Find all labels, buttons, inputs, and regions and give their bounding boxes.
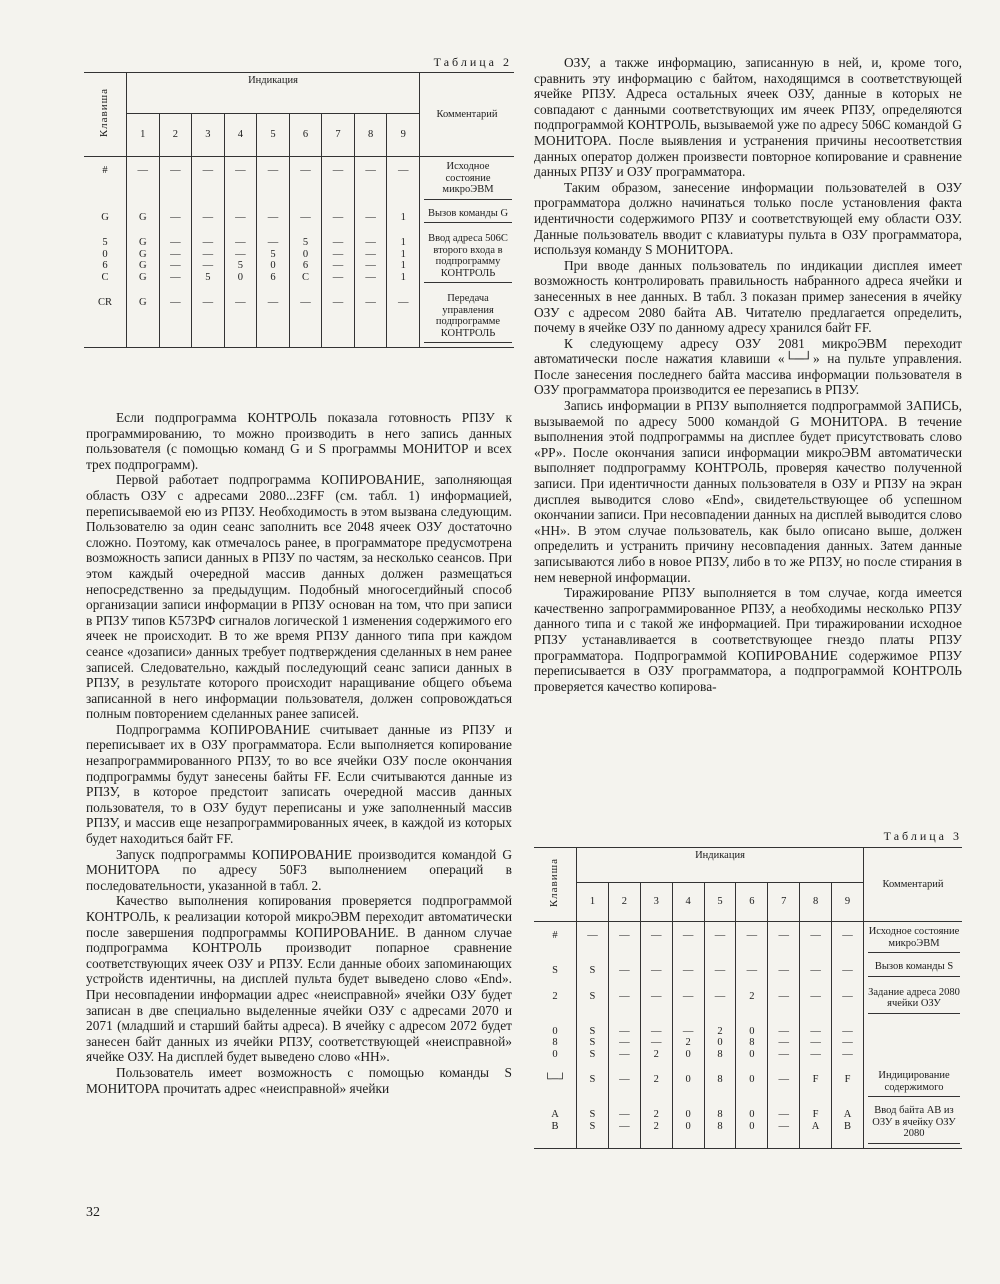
table-cell-value: — [170, 248, 181, 260]
table-cell-value: — [365, 165, 376, 176]
column-number: 9 [387, 114, 420, 157]
table-cell-value: — [842, 965, 853, 976]
table-cell-value: 0 [749, 1120, 755, 1132]
table-cell-value: — [842, 1037, 853, 1048]
left-paragraph: Пользователь имеет возможность с помощью команды S МОНИТОРА прочитать адрес «неисправной» ячейки [86, 1064, 512, 1096]
table-cell-value: — [810, 965, 821, 976]
table-cell-value: — [682, 1025, 694, 1037]
right-paragraph: К следующему адресу ОЗУ 2081 микроЭВМ переходит автоматически после нажатия клавиши «└─┘» на пульте управления. После занесения последнего байта массива информации пользователя в ОЗУ программатора производится ее перезапись в РПЗУ. [534, 335, 962, 398]
table-cell-value: — [365, 260, 376, 271]
table-cell-value: 1 [400, 211, 406, 223]
table-cell-value: — [619, 1037, 630, 1048]
right-paragraph: Таким образом, занесение информации пользователей в ОЗУ программатора должно начинаться только после установления факта идентичности содержимого РПЗУ и соответствующей ему области ОЗУ. Данные пользователь вводит с клавиатуры пульта в ОЗУ программатора, используя команду S МОНИТОРА. [534, 179, 962, 258]
table-cell-value: — [332, 271, 344, 283]
table-cell-value: 0 [685, 1048, 691, 1060]
table-cell-value: 0 [749, 1025, 755, 1037]
table-cell-value: A [843, 1109, 852, 1120]
table-cell-value: — [202, 297, 214, 308]
table-cell-value: — [332, 297, 344, 308]
left-paragraph: Подпрограмма КОПИРОВАНИЕ считывает данные из РПЗУ и переписывает их в ОЗУ программатора. Если выполняется копирование незапрограммированного РПЗУ, то во все ячейки ОЗУ после окончания подпрограммы будут занесены байты FF. Если считываются данные из РПЗУ, в которое предстоит записать очередной массив данных пользователя, то в ОЗУ будут переписаны и уже заполненный массив РПЗУ, и массив еще незапрограммированных ячеек, в каждой из которых будет находиться байт FF. [86, 721, 512, 847]
table-cell-value: 0 [685, 1074, 691, 1085]
table-cell-value: 2 [749, 990, 755, 1002]
table-cell-value: — [267, 297, 279, 308]
table-cell-value: — [682, 990, 694, 1002]
table-cell-value: └─┘ [543, 1074, 567, 1085]
table-cell-value: — [332, 237, 344, 248]
table-cell-value: 0 [749, 1048, 755, 1060]
table-cell-value: — [619, 965, 630, 976]
table-cell-value: — [650, 930, 662, 941]
table-cell-value: — [170, 271, 181, 283]
table-cell-value: G [138, 260, 147, 271]
table-cell-value: 6 [270, 271, 276, 283]
table-cell-value: — [778, 1037, 789, 1048]
table-cell-value: 1 [400, 237, 406, 248]
table-cell-value: 1 [400, 248, 406, 260]
table-cell-value: — [202, 211, 214, 223]
table-cell-value: — [397, 297, 409, 308]
left-column-text [86, 410, 512, 1096]
table-cell-value: S [552, 965, 558, 976]
table-cell-value: F [812, 1074, 819, 1085]
table-cell-value: — [397, 165, 409, 176]
table-cell-value: — [810, 1048, 821, 1060]
table-cell-value: 8 [749, 1037, 755, 1048]
table2 [84, 72, 514, 348]
table2-caption: Таблица 2 [433, 55, 512, 69]
table-row [534, 922, 962, 958]
table-cell-value: S [589, 1025, 596, 1037]
column-number: 2 [608, 883, 640, 922]
table-cell-value: — [235, 248, 246, 260]
table-cell-value: — [267, 237, 279, 248]
table-cell-value: 0 [749, 1109, 755, 1120]
table-cell-value: — [842, 1025, 853, 1037]
table-cell-value: — [332, 211, 344, 223]
column-number: 1 [577, 883, 609, 922]
table-cell-value: — [332, 165, 344, 176]
table-cell-value: 5 [237, 260, 244, 271]
column-number: 9 [832, 883, 864, 922]
table-cell-value: — [650, 990, 662, 1002]
row-comment: Передача управления подпрограмме КОНТРОЛЬ [424, 293, 512, 343]
table-cell-value: — [170, 260, 181, 271]
column-number: 6 [736, 883, 768, 922]
table-cell-value: — [778, 1048, 789, 1060]
table-cell-value: S [589, 1048, 596, 1060]
table-cell-value: 0 [237, 271, 244, 283]
table-cell-value: B [843, 1120, 851, 1132]
table-row [534, 1066, 962, 1101]
row-comment [868, 1022, 960, 1025]
table-cell-value: — [365, 271, 376, 283]
comment-header: Комментарий [864, 848, 963, 922]
table-cell-value: CR [97, 297, 112, 308]
table-cell-value: 2 [653, 1109, 659, 1120]
table-cell-value: 8 [717, 1074, 723, 1085]
left-paragraph: Первой работает подпрограмма КОПИРОВАНИЕ, заполняющая область ОЗУ с адресами 2080...23FF (см. табл. 1) информацией, переписываемой ею из РПЗУ. Необходимость в этом вызвана следующим. Пользователю за один сеанс заполнить все 2048 ячеек ОЗУ достаточно сложно. Поэтому, как отмечалось ранее, в программаторе предусмотрена возможность записи данных в РПЗУ по частям, за несколько сеансов. При этом каждый очередной массив данных должен размещаться непосредственно за предыдущим. Подобный многосегдийный способ организации записи информации в РПЗУ основан на том, что при записи в РПЗУ типов К573РФ сигналов логической 1 изменения содержимого его ячеек не происходит. В то же время РПЗУ данного типа при каждом сеансе «дозаписи» данных требует подтверждения сделанных в нем ранее записей. Следовательно, каждый последующий сеанс записи данных в РПЗУ, в результате которого происходит наращивание общего объема записанной в него информации пользователя, должен сопровождаться полным повторением сделанных ранее записей. [86, 472, 512, 722]
indication-header: Индикация [577, 848, 864, 883]
table-cell-value: 8 [717, 1109, 723, 1120]
column-number: 5 [257, 114, 290, 157]
table-cell-value: 5 [205, 271, 211, 283]
table-cell-value: 6 [102, 260, 108, 271]
table-cell-value: — [619, 930, 630, 941]
table-cell-value: 0 [685, 1109, 691, 1120]
table-cell-value: 0 [302, 248, 309, 260]
table3-caption: Таблица 3 [883, 829, 962, 843]
table-cell-value: 2 [552, 990, 558, 1002]
column-number: 7 [768, 883, 800, 922]
row-comment: Исходное состояние микроЭВМ [424, 161, 512, 200]
column-number: 7 [322, 114, 355, 157]
table-cell-value: — [170, 237, 181, 248]
table-cell-value: C [302, 271, 310, 283]
table-cell-value: — [650, 1037, 662, 1048]
table-cell-value: 0 [102, 248, 108, 260]
row-comment: Вызов команды G [424, 208, 512, 224]
table-row [84, 229, 514, 289]
table-cell-value: — [365, 211, 376, 223]
table-cell-value: — [619, 990, 630, 1002]
table-cell-value: 1 [400, 260, 406, 271]
table-cell-value: — [778, 930, 789, 941]
table-cell-value: S [589, 990, 596, 1002]
row-comment: Ввод адреса 506С второго входа в подпрограмму КОНТРОЛЬ [424, 233, 512, 283]
table-cell-value: S [589, 965, 596, 976]
table-cell-value: S [589, 1120, 596, 1132]
key-header: Клавиша [98, 88, 111, 138]
table-cell-value: — [842, 930, 853, 941]
table-cell-value: — [746, 965, 758, 976]
table-cell-value: 2 [685, 1037, 691, 1048]
right-column-text [534, 55, 962, 694]
indication-header: Индикация [127, 73, 420, 114]
table-cell-value: F [844, 1074, 851, 1085]
right-paragraph: Запись информации в РПЗУ выполняется подпрограммой ЗАПИСЬ, вызываемой по адресу 5000 командой G МОНИТОРА. В течение выполнения этой подпрограммы на дисплее будет присутствовать слово «РР». После окончания записи информации микроЭВМ автоматически выполняет подпрограмму КОНТРОЛЬ, проверяя качество полученной записи. При идентичности данных пользователя в ОЗУ и РПЗУ на экран дисплея выводится слово «End», свидетельствующее об успешном окончании записи. При несовпадении данных на дисплей выводится слово «НН». В этом случае пользователь, как было описано выше, должен определить и устранить причину несовпадения данных. Затем данные записываются либо в новое РПЗУ, либо в то же РПЗУ, но после стирания в нем неверной информации. [534, 398, 962, 585]
table-cell-value: S [589, 1109, 596, 1120]
table-cell-value: G [101, 211, 109, 223]
table-cell-value: — [650, 1025, 662, 1037]
comment-header: Комментарий [420, 73, 515, 157]
table-row [84, 157, 514, 204]
table-cell-value: — [365, 237, 376, 248]
row-comment: Вызов команды S [868, 961, 960, 977]
table-cell-value: — [714, 990, 726, 1002]
table-cell-value: 0 [270, 260, 276, 271]
table-cell-value: — [842, 1048, 853, 1060]
table-cell-value: 8 [717, 1048, 723, 1060]
column-number: 6 [289, 114, 322, 157]
right-paragraph: При вводе данных пользователь по индикации дисплея имеет возможность контролировать правильность набранного адреса ячейки и занесенных в нее данных. В табл. 3 показан пример занесения в ячейку ОЗУ с адресом 2080 байта АВ. Читателю предлагается определить, почему в ячейке ОЗУ по данному адресу хранился байт FF. [534, 257, 962, 336]
row-comment: Исходное состояние микроЭВМ [868, 926, 960, 953]
table-cell-value: 5 [270, 248, 276, 260]
column-number: 1 [127, 114, 160, 157]
column-number: 5 [704, 883, 736, 922]
table-cell-value: — [778, 990, 789, 1002]
table-cell-value: — [332, 260, 344, 271]
row-comment: Ввод байта АВ из ОЗУ в ячейку ОЗУ 2080 [868, 1105, 960, 1144]
table-cell-value: — [235, 297, 246, 308]
table-cell-value: 0 [685, 1120, 691, 1132]
left-paragraph: Запуск подпрограммы КОПИРОВАНИЕ производится командой G МОНИТОРА по адресу 50F3 выполнением операций в последовательности, указанной в табл. 2. [86, 846, 512, 893]
column-number: 2 [159, 114, 192, 157]
table-cell-value: — [137, 165, 149, 176]
table-cell-value: 5 [102, 237, 108, 248]
table-cell-value: — [778, 1120, 789, 1132]
table-cell-value: 2 [653, 1048, 659, 1060]
table-cell-value: — [619, 1074, 630, 1085]
table-cell-value: 8 [717, 1120, 723, 1132]
row-comment: Индицирование содержимого [868, 1070, 960, 1097]
table-cell-value: — [810, 1037, 821, 1048]
table-cell-value: — [714, 930, 726, 941]
column-number: 8 [800, 883, 832, 922]
table-cell-value: — [235, 211, 246, 223]
table-row [84, 289, 514, 348]
table-cell-value: 1 [400, 271, 406, 283]
table-cell-value: — [778, 1109, 789, 1120]
table-cell-value: 2 [653, 1074, 659, 1085]
table-cell-value: — [714, 965, 726, 976]
table-cell-value: — [202, 237, 214, 248]
column-number: 4 [672, 883, 704, 922]
table-row [84, 204, 514, 230]
table-cell-value: — [587, 930, 598, 941]
table-cell-value: — [619, 1048, 630, 1060]
table-cell-value: — [170, 297, 181, 308]
table-cell-value: — [202, 260, 214, 271]
table-cell-value: G [138, 297, 147, 308]
table-cell-value: — [619, 1025, 630, 1037]
left-paragraph: Если подпрограмма КОНТРОЛЬ показала готовность РПЗУ к программированию, то можно производить в него запись данных пользователя (с помощью команд G и S программы МОНИТОР и всех трех подпрограмм). [86, 410, 512, 472]
table-cell-value: — [300, 211, 311, 223]
table-cell-value: G [138, 271, 147, 283]
table-cell-value: — [300, 165, 311, 176]
table-cell-value: S [589, 1037, 596, 1048]
table-cell-value: A [811, 1120, 820, 1132]
table-cell-value: G [138, 237, 147, 248]
column-number: 3 [640, 883, 672, 922]
table-cell-value: — [682, 930, 694, 941]
table-cell-value: # [552, 930, 558, 941]
table-cell-value: — [778, 1025, 789, 1037]
table-cell-value: 2 [717, 1025, 723, 1037]
table-cell-value: A [551, 1109, 559, 1120]
key-header: Клавиша [548, 858, 561, 908]
table-cell-value: — [202, 248, 214, 260]
table-cell-value: — [235, 237, 246, 248]
table-cell-value: # [102, 165, 108, 176]
table-cell-value: S [589, 1074, 596, 1085]
table-cell-value: — [267, 211, 279, 223]
table-cell-value: — [300, 297, 311, 308]
table-cell-value: — [619, 1120, 630, 1132]
table-cell-value: — [682, 965, 694, 976]
table-cell-value: C [101, 271, 109, 283]
table-cell-value: 0 [552, 1025, 558, 1037]
column-number: 8 [354, 114, 387, 157]
table-cell-value: G [138, 211, 147, 223]
table-cell-value: — [778, 1074, 789, 1085]
table-cell-value: 0 [717, 1037, 723, 1048]
table-row [534, 1018, 962, 1067]
table-cell-value: — [267, 165, 279, 176]
table-cell-value: — [202, 165, 214, 176]
table-cell-value: G [138, 248, 147, 260]
left-paragraph: Качество выполнения копирования проверяется подпрограммой КОНТРОЛЬ, к реализации которой микроЭВМ переходит автоматически после завершения подпрограммы КОПИРОВАНИЕ. В данном случае подпрограмма КОНТРОЛЬ производит попарное сравнение соответствующих ячеек ОЗУ и РПЗУ. Если данные обоих запоминающих устройств идентичны, на дисплей пульта будет выведено слово «End». При несовпадении информации адрес «неисправной» ячейки ОЗУ будет записан в две специально выделенные ячейки ОЗУ с адресами 2070 и 2071 (младший и старший байты адреса). В ячейку с адресом 2072 будет занесен байт данных из ячейки РПЗУ, соответствующей «неисправной» ячейке ОЗУ. На дисплей будет выведено слово «НН». [86, 893, 512, 1065]
right-paragraph: Тиражирование РПЗУ выполняется в том случае, когда имеется качественно запрограммированное РПЗУ, а необходимы несколько РПЗУ данного типа и с такой же информацией. При тиражировании исходное РПЗУ устанавливается в соответствующее гнездо платы РПЗУ программатора. Подпрограммой КОПИРОВАНИЕ содержимое РПЗУ переписывается в ОЗУ программатора, а подпрограммой КОНТРОЛЬ проверяется качество копирова- [534, 585, 962, 694]
table-cell-value: — [778, 965, 789, 976]
page-number: 32 [86, 1205, 100, 1220]
table-cell-value: 8 [552, 1037, 558, 1048]
table-cell-value: — [235, 165, 246, 176]
table-cell-value: 2 [653, 1120, 659, 1132]
table-cell-value: — [810, 1025, 821, 1037]
column-number: 3 [192, 114, 225, 157]
table-cell-value: — [170, 165, 181, 176]
table-cell-value: — [842, 990, 853, 1002]
table-cell-value: 5 [302, 237, 309, 248]
table-cell-value: — [365, 248, 376, 260]
table-cell-value: 0 [749, 1074, 755, 1085]
table-cell-value: — [170, 211, 181, 223]
column-number: 4 [224, 114, 257, 157]
table-cell-value: — [746, 930, 758, 941]
table-cell-value: 0 [552, 1048, 558, 1060]
table-cell-value: — [619, 1109, 630, 1120]
right-paragraph: ОЗУ, а также информацию, записанную в ней, и, кроме того, сравнить эту информацию с байтом, находящимся в соответствующей ячейке РПЗУ. Адреса остальных ячеек ОЗУ, данные в которых не совпадают с данными соответствующих им ячеек РПЗУ, определяются подпрограммой КОНТРОЛЬ, вызываемой уже по адресу 506С командой G МОНИТОРА. После выявления и устранения причины несоответствия данных оператор должен произвести повторное копирование и сравнение данных РПЗУ и ОЗУ программатора. [534, 55, 962, 180]
row-comment: Задание адреса 2080 ячейки ОЗУ [868, 987, 960, 1014]
table-cell-value: F [812, 1109, 819, 1120]
table-cell-value: B [551, 1120, 559, 1132]
table-cell-value: 6 [302, 260, 309, 271]
table-cell-value: — [650, 965, 662, 976]
table3 [534, 847, 962, 1149]
table-row [534, 1101, 962, 1148]
table-row [534, 957, 962, 983]
table-row [534, 983, 962, 1018]
table-cell-value: — [810, 930, 821, 941]
table-cell-value: — [332, 248, 344, 260]
table-cell-value: — [365, 297, 376, 308]
table-cell-value: — [810, 990, 821, 1002]
